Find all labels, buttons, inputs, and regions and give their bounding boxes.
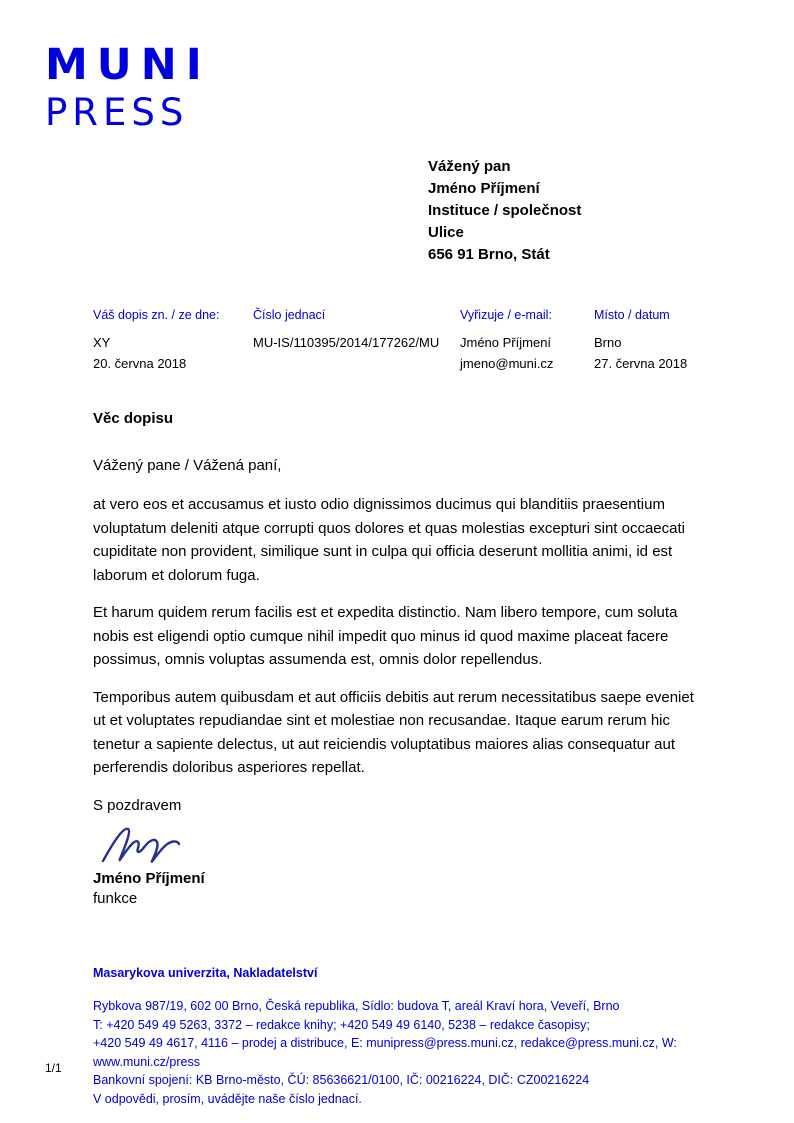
- page-number: 1/1: [45, 1061, 62, 1075]
- signer-name: Jméno Příjmení: [93, 869, 205, 887]
- recipient-line: Jméno Příjmení: [428, 180, 540, 197]
- paragraph: Temporibus autem quibusdam et aut officiis debitis aut rerum necessitatibus saepe eveniet ut et voluptates repudiandae sint et molestiae non recusandae. Itaque earum rerum hic tenetur a sapiente delectus, ut aut reiciendis voluptatibus maiores alias consequatur aut perferendis doloribus asperiores repellat.: [93, 688, 694, 776]
- ref-col-your-letter: [93, 308, 253, 374]
- salutation: Vážený pane / Vážená paní,: [93, 457, 282, 474]
- footer-address-line: Rybkova 987/19, 602 00 Brno, Česká republika, Sídlo: budova T, areál Kraví hora, Veveří, Brno: [93, 999, 620, 1013]
- letter-body: [93, 410, 709, 909]
- ref-value: 20. června 2018: [93, 356, 187, 371]
- footer-block: [93, 966, 754, 1108]
- logo-line-press: PRESS: [45, 91, 189, 134]
- ref-col-handled-by: [460, 308, 594, 374]
- closing-phrase: S pozdravem: [93, 796, 182, 814]
- letter-subject: Věc dopisu: [93, 410, 174, 427]
- muni-press-logo: [45, 40, 211, 134]
- footer-organization: Masarykova univerzita, Nakladatelství: [93, 966, 318, 980]
- recipient-line: Ulice: [428, 224, 464, 241]
- ref-col-place-date: [594, 308, 744, 374]
- recipient-line: 656 91 Brno, Stát: [428, 246, 550, 263]
- ref-col-file-number: [253, 308, 460, 374]
- logo-line-muni: MUNI: [45, 40, 211, 90]
- ref-header: Vyřizuje / e-mail:: [460, 308, 552, 322]
- ref-header: Váš dopis zn. / ze dne:: [93, 308, 220, 322]
- ref-value: XY: [93, 335, 111, 350]
- recipient-line: Instituce / společnost: [428, 202, 582, 219]
- ref-value: 27. června 2018: [594, 356, 688, 371]
- footer-phone-line: T: +420 549 49 5263, 3372 – redakce knihy; +420 549 49 6140, 5238 – redakce časopisy;: [93, 1017, 590, 1032]
- paragraph: at vero eos et accusamus et iusto odio dignissimos ducimus qui blanditiis praesentium voluptatum deleniti atque corrupti quos dolores et quas molestias excepturi sint occaecati cupiditate non provident, similique sunt in culpa qui officia deserunt mollitia animi, id est laborum et dolorum fuga.: [93, 496, 685, 584]
- ref-header: Místo / datum: [594, 308, 670, 322]
- ref-value: MU-IS/110395/2014/177262/MU: [253, 335, 440, 350]
- handwritten-signature: [99, 821, 195, 867]
- footer-bank-line: Bankovní spojení: KB Brno-město, ČÚ: 85636621/0100, IČ: 00216224, DIČ: CZ00216224: [93, 1073, 590, 1087]
- ref-value: jmeno@muni.cz: [460, 356, 554, 371]
- footer-note-line: V odpovědi, prosím, uvádějte naše číslo jednací.: [93, 1091, 362, 1106]
- ref-value: Brno: [594, 335, 622, 350]
- paragraph: Et harum quidem rerum facilis est et expedita distinctio. Nam libero tempore, cum soluta nobis est eligendi optio cumque nihil impedit quo minus id quod maxime placeat facere possimus, omnis voluptas assumenda est, omnis dolor repellendus.: [93, 604, 678, 668]
- reference-row: [93, 308, 744, 374]
- ref-value: Jméno Příjmení: [460, 335, 552, 350]
- recipient-address-block: [428, 156, 581, 266]
- signer-role: funkce: [93, 889, 138, 907]
- footer-contact-line: +420 549 49 4617, 4116 – prodej a distribuce, E: munipress@press.muni.cz, redakce@press.muni.cz, W: www.muni.cz/press: [93, 1036, 677, 1069]
- recipient-line: Vážený pan: [428, 158, 511, 175]
- ref-header: Číslo jednací: [253, 308, 326, 322]
